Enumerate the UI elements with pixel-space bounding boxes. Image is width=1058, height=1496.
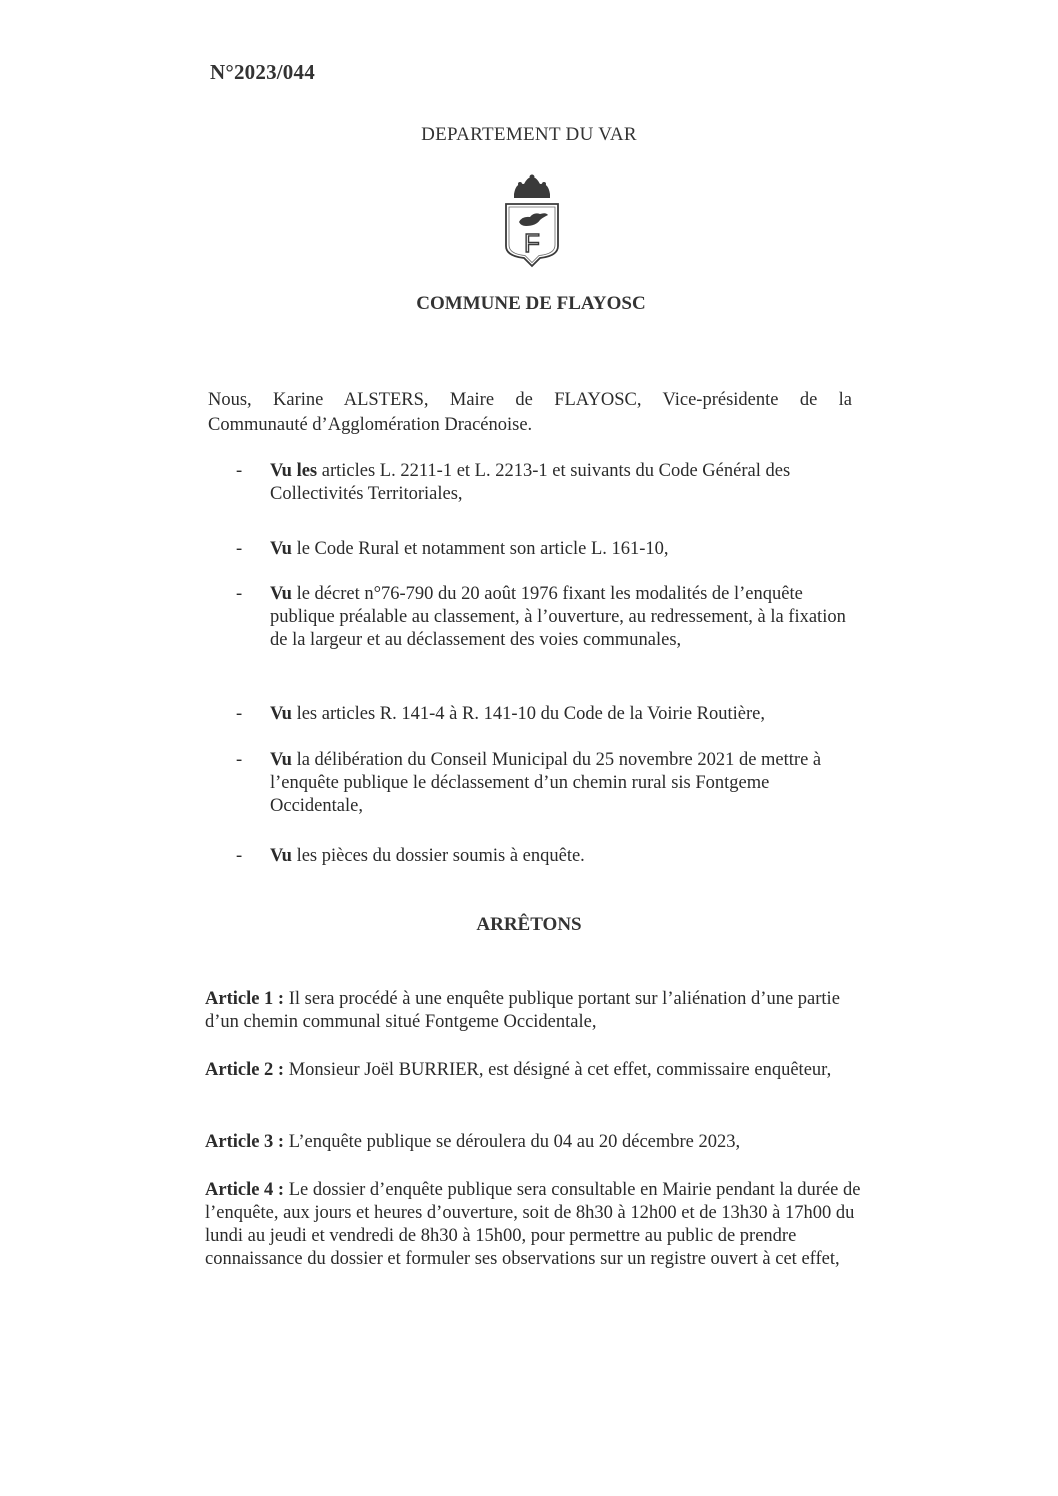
article-text: L’enquête publique se déroulera du 04 au 20 décembre 2023, <box>288 1132 741 1152</box>
article-1 <box>205 988 865 1034</box>
article-2 <box>205 1059 865 1082</box>
consideration-lead: Vu <box>270 750 292 770</box>
consideration-lead: Vu les <box>270 461 318 481</box>
bullet-dash: - <box>236 846 243 866</box>
mayor-introduction <box>208 388 852 438</box>
bullet-dash: - <box>236 461 243 481</box>
commune-heading: COMMUNE DE FLAYOSC <box>416 293 646 314</box>
article-text: Il sera procédé à une enquête publique portant sur l’aliénation d’une partie d’un chemin communal situé Fontgeme Occidentale, <box>205 989 840 1032</box>
decree-reference-number: N°2023/044 <box>210 60 315 84</box>
consideration-lead: Vu <box>270 539 292 559</box>
coat-of-arms-crest-icon <box>500 172 564 268</box>
article-text: Monsieur Joël BURRIER, est désigné à cet effet, commissaire enquêteur, <box>288 1060 832 1080</box>
consideration-text: le décret n°76-790 du 20 août 1976 fixant les modalités de l’enquête publique préalable au classement, à l’ouverture, au redressement, à la fixation de la largeur et au déclassement des voies communales, <box>270 584 846 650</box>
bullet-dash: - <box>236 750 243 770</box>
consideration-lead: Vu <box>270 846 292 866</box>
bullet-dash: - <box>236 539 243 559</box>
article-label: Article 2 : <box>205 1060 285 1080</box>
consideration-text: les articles R. 141-4 à R. 141-10 du Code de la Voirie Routière, <box>296 704 765 724</box>
article-4 <box>205 1179 865 1271</box>
article-label: Article 4 : <box>205 1180 285 1200</box>
consideration-lead: Vu <box>270 584 292 604</box>
consideration-text: le Code Rural et notamment son article L. 161-10, <box>296 539 669 559</box>
article-text: Le dossier d’enquête publique sera consultable en Mairie pendant la durée de l’enquête, aux jours et heures d’ouverture, soit de 8h30 à 12h00 et de 13h30 à 17h00 du lundi au jeudi et vendredi de 8h30 à 15h00, pour permettre au public de prendre connaissance du dossier et formuler ses observations sur un registre ouvert à cet effet, <box>205 1180 861 1269</box>
article-3 <box>205 1131 865 1154</box>
consideration-text: les pièces du dossier soumis à enquête. <box>296 846 585 866</box>
consideration-text: articles L. 2211-1 et L. 2213-1 et suivants du Code Général des Collectivités Territoriales, <box>270 461 791 504</box>
intro-line-1: Nous, Karine ALSTERS, Maire de FLAYOSC, Vice-présidente de la <box>208 390 852 410</box>
department-heading: DEPARTEMENT DU VAR <box>421 124 637 145</box>
svg-text:F: F <box>524 228 540 258</box>
bullet-dash: - <box>236 704 243 724</box>
article-label: Article 1 : <box>205 989 285 1009</box>
consideration-text: la délibération du Conseil Municipal du 25 novembre 2021 de mettre à l’enquête publique le déclassement d’un chemin rural sis Fontgeme Occidentale, <box>270 750 822 816</box>
article-label: Article 3 : <box>205 1132 285 1152</box>
decision-heading: ARRÊTONS <box>476 914 582 935</box>
consideration-lead: Vu <box>270 704 292 724</box>
intro-line-2: Communauté d’Agglomération Dracénoise. <box>208 415 533 435</box>
bullet-dash: - <box>236 584 243 604</box>
